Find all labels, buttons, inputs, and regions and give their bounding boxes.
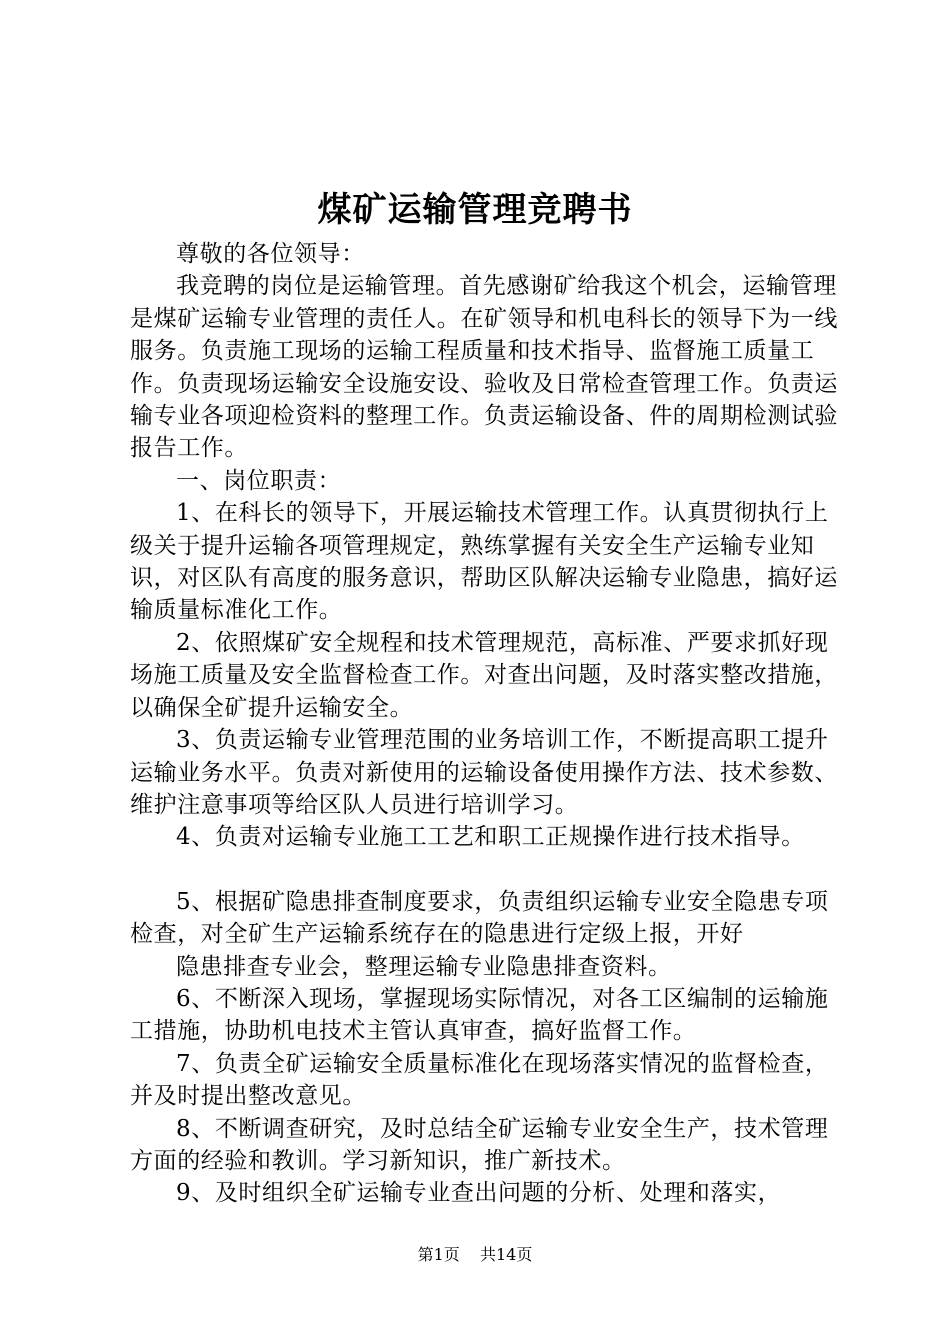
duty-item-1: 1、在科长的领导下，开展运输技术管理工作。认真贯彻执行上级关于提升运输各项管理规定，熟练掌握有关安全生产运输专业知识，对区队有高度的服务意识，帮助区队解决运输专业隐患，搞好运输质量标准化工作。 [130,500,838,624]
duty-item-5-continued: 隐患排查专业会，整理运输专业隐患排查资料。 [176,953,672,980]
duty-item-5: 5、根据矿隐患排查制度要求，负责组织运输专业安全隐患专项检查，对全矿生产运输系统存在的隐患进行定级上报，开好 [130,888,829,948]
duty-item-8: 8、不断调查研究，及时总结全矿运输专业安全生产，技术管理方面的经验和教训。学习新知识，推广新技术。 [130,1115,829,1174]
salutation: 尊敬的各位领导： [176,241,365,267]
duty-item-7: 7、负责全矿运输安全质量标准化在现场落实情况的监督检查，并及时提出整改意见。 [130,1050,829,1110]
intro-paragraph: 我竞聘的岗位是运输管理。首先感谢矿给我这个机会，运输管理是煤矿运输专业管理的责任人。在矿领导和机电科长的领导下为一线服务。负责施工现场的运输工程质量和技术指导、监督施工质量工作。负责现场运输安全设施安设、验收及日常检查管理工作。负责运输专业各项迎检资料的整理工作。负责运输设备、件的周期检测试验报告工作。 [130,273,838,462]
document-title: 煤矿运输管理竞聘书 [317,190,633,230]
duty-item-9: 9、及时组织全矿运输专业查出问题的分析、处理和落实， [176,1180,782,1207]
section-heading: 一、岗位职责： [176,467,342,494]
duty-item-4: 4、负责对运输专业施工工艺和职工正规操作进行技术指导。 [176,824,805,851]
page-total: 共14页 [480,1245,533,1264]
duty-item-6: 6、不断深入现场，掌握现场实际情况，对各工区编制的运输施工措施，协助机电技术主管认真审查，搞好监督工作。 [130,985,829,1045]
document-body [130,238,845,1210]
paragraph-gap [130,854,845,886]
page-footer [0,1244,950,1266]
duty-item-2: 2、依照煤矿安全规程和技术管理规范，高标准、严要求抓好现场施工质量及安全监督检查工作。对查出问题，及时落实整改措施，以确保全矿提升运输安全。 [130,629,838,721]
duty-item-3: 3、负责运输专业管理范围的业务培训工作，不断提高职工提升运输业务水平。负责对新使用的运输设备使用操作方法、技术参数、维护注意事项等给区队人员进行培训学习。 [130,727,838,818]
page-number: 第1页 [417,1245,460,1264]
